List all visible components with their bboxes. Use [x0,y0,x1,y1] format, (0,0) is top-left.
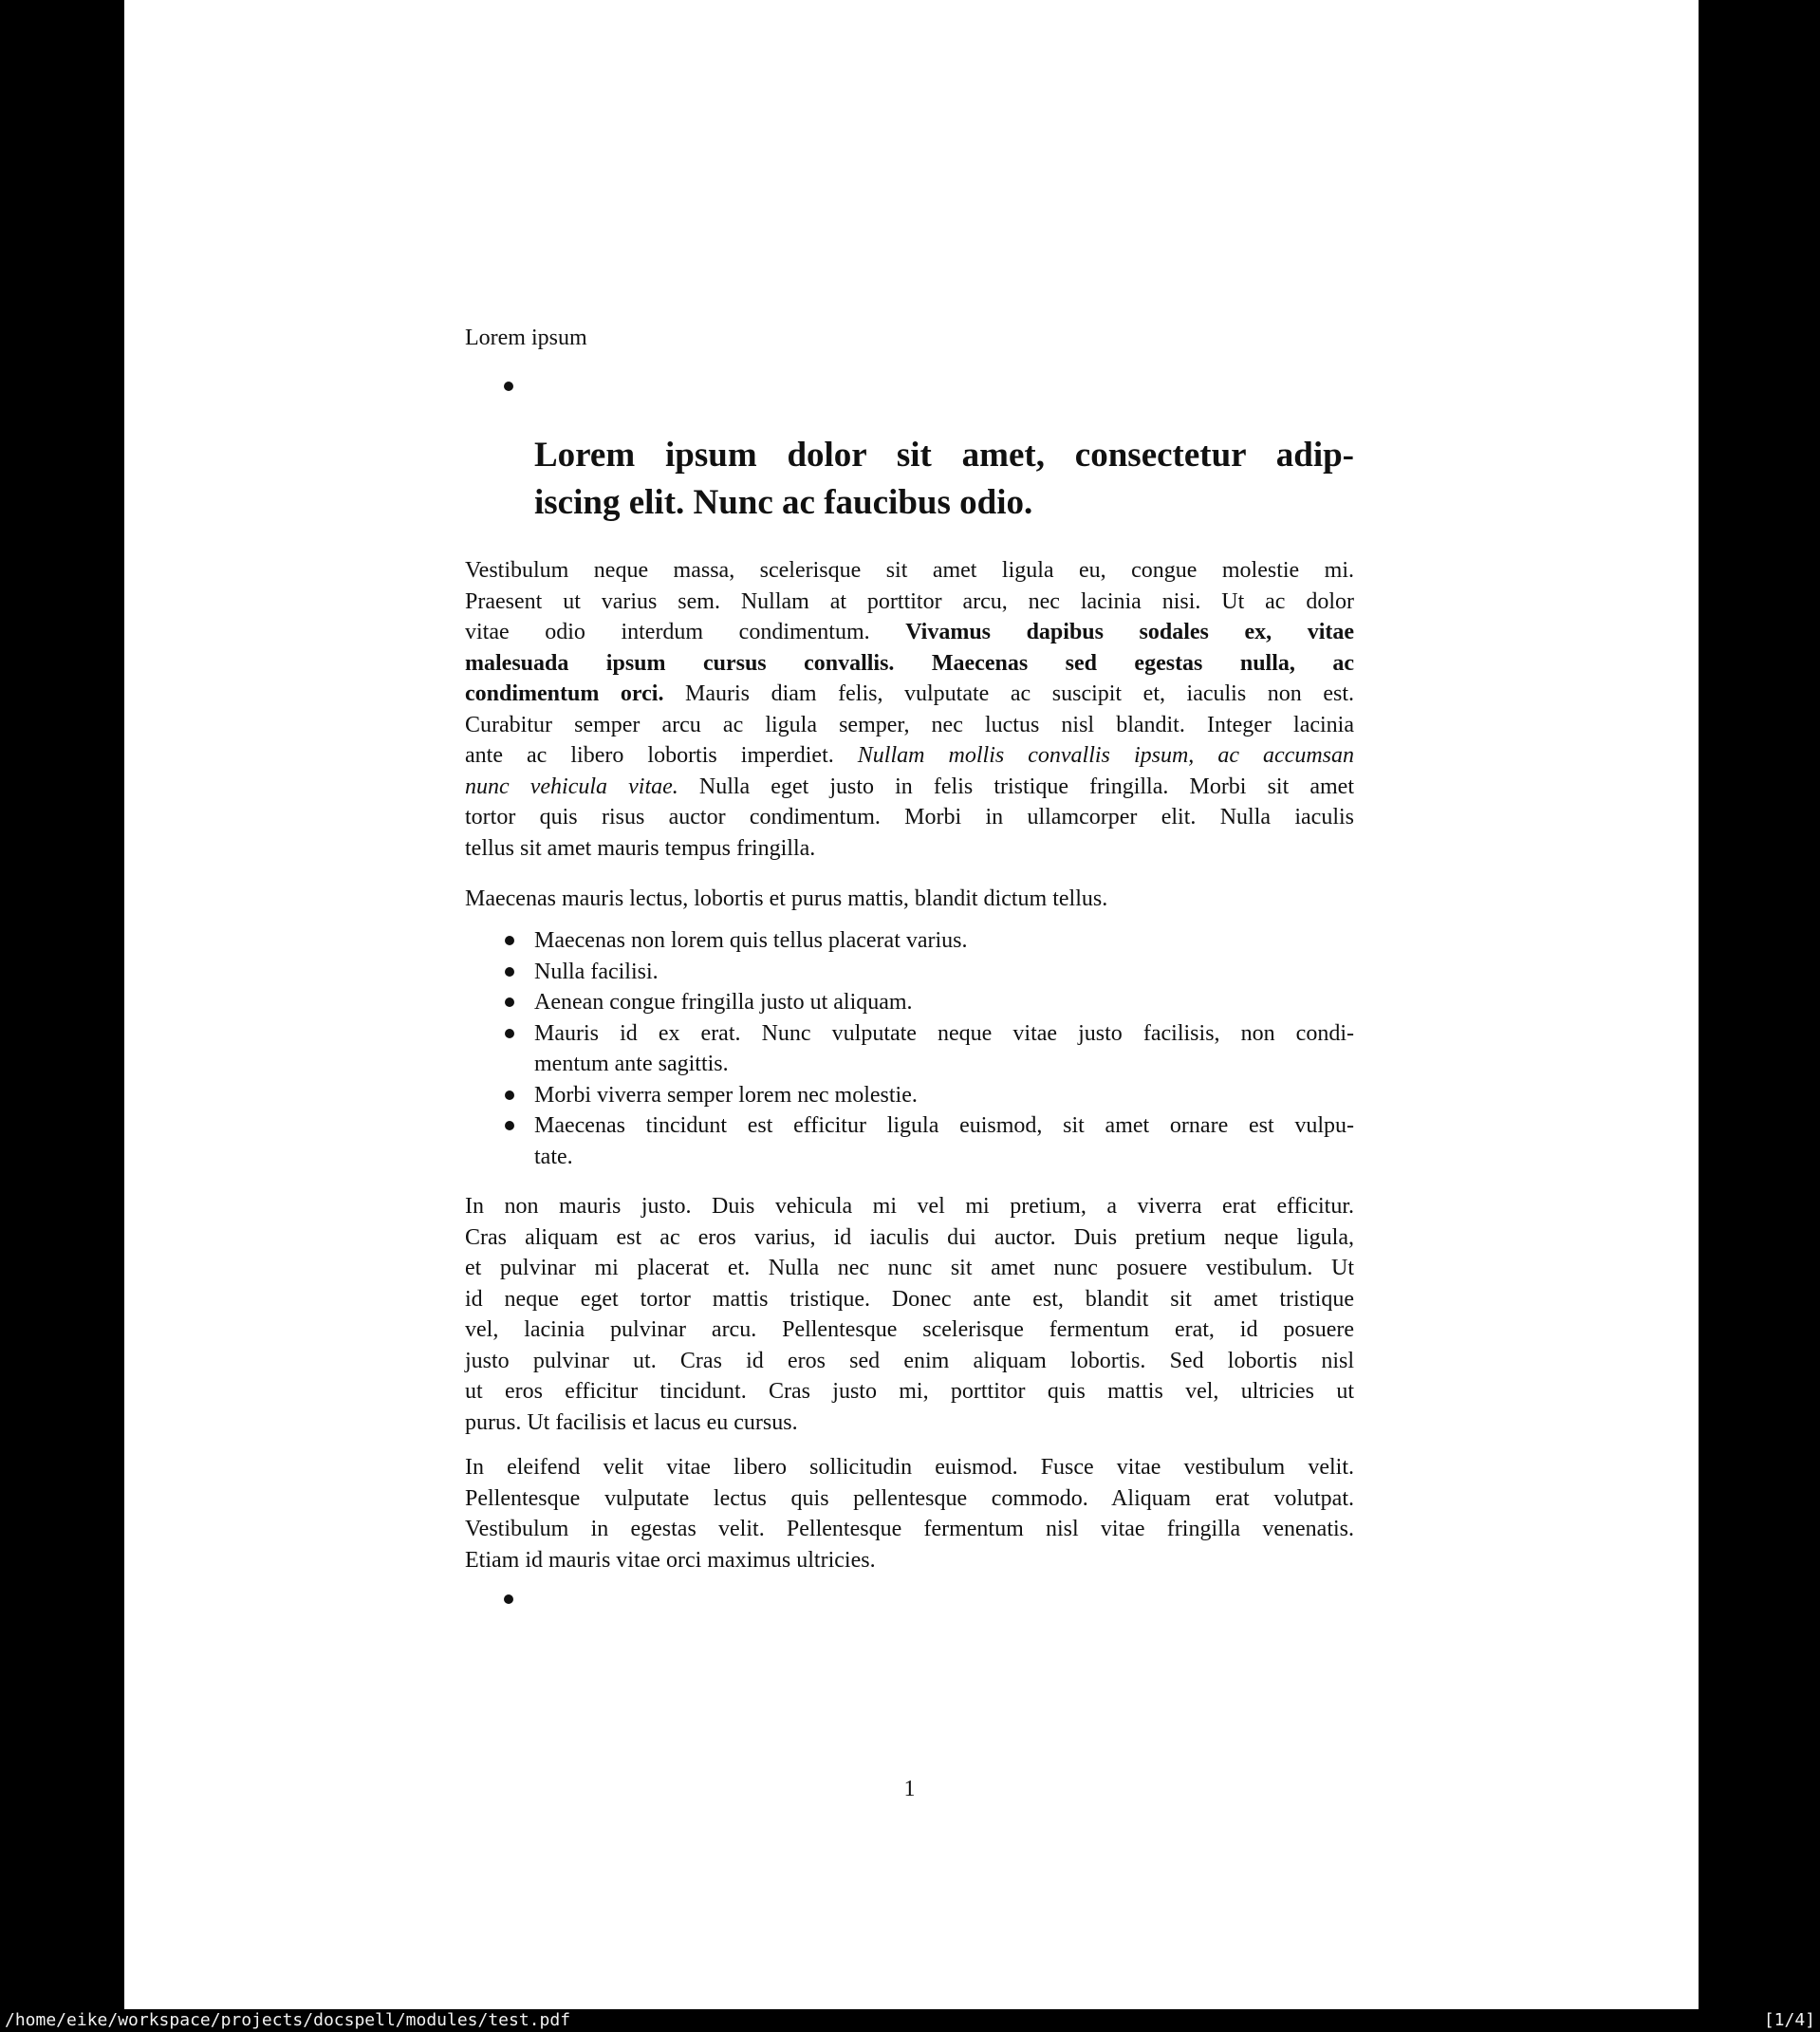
list-item-text: Aenean congue fringilla justo ut aliquam. [534,990,913,1015]
bullet-icon [505,1091,514,1100]
list-item-text: Mauris id ex erat. Nunc vulputate neque vitae justo facilisis, non condi- mentum ante sagittis. [534,1020,1354,1076]
list-item-text: Nulla facilisi. [534,959,659,984]
bullet-list [465,925,1354,1172]
bullet-icon [505,1029,514,1038]
list-item [465,1018,1354,1080]
list-item [465,987,1354,1018]
paragraph: Vestibulum neque massa, scelerisque sit amet ligula eu, congue molestie mi. Praesent ut varius sem. Nullam at porttitor arcu, nec lacinia nisi. Ut ac dolor vitae odio interdum condimentum. Vivamus dapibus sodales ex, vitae malesuada ipsum cursus convallis. Maecenas sed egestas nulla, ac condimentum orci. Mauris diam felis, vulputate ac suscipit et, iaculis non est. Curabitur semper arcu ac ligula semper, nec luctus nisl blandit. Integer lacinia ante ac libero lobortis imperdiet. Nullam mollis convallis ipsum, ac accumsan nunc vehicula vitae. Nulla eget justo in felis tristique fringilla. Morbi sit amet tortor quis risus auctor condimentum. Morbi in ullamcorper elit. Nulla iaculis tellus sit amet mauris tempus fringilla. [465,558,1354,861]
intro-text: Lorem ipsum [465,326,587,350]
list-item-text: Maecenas tincidunt est efficitur ligula euismod, sit amet ornare est vulpu- tate. [534,1113,1354,1169]
paragraph: In non mauris justo. Duis vehicula mi vel mi pretium, a viverra erat efficitur. Cras aliquam est ac eros varius, id iaculis dui auctor. Duis pretium neque ligula, et pulvinar mi placerat et. Nulla nec nunc sit amet nunc posuere vestibulum. Ut id neque eget tortor mattis tristique. Donec ante est, blandit sit amet tristique vel, lacinia pulvinar arcu. Pellentesque scelerisque fermentum erat, id posuere justo pulvinar ut. Cras id eros sed enim aliquam lobortis. Sed lobortis nisl ut eros efficitur tincidunt. Cras justo mi, porttitor quis mattis vel, ultricies ut purus. Ut facilisis et lacus eu cursus. [465,1194,1354,1435]
file-path: /home/eike/workspace/projects/docspell/modules/test.pdf [5,2010,571,2030]
document-page[interactable] [124,0,1699,2009]
list-item [465,925,1354,957]
page-number: 1 [903,1777,916,1801]
bullet-icon [505,936,514,945]
empty-bullet-icon [504,382,513,391]
paragraph: Maecenas mauris lectus, lobortis et purus mattis, blandit dictum tellus. [465,886,1108,911]
paragraph: In eleifend velit vitae libero sollicitudin euismod. Fusce vitae vestibulum velit. Pellentesque vulputate lectus quis pellentesque commodo. Aliquam erat volutpat. Vestibulum in egestas velit. Pellentesque fermentum nisl vitae fringilla venenatis. Etiam id mauris vitae orci maximus ultricies. [465,1455,1354,1573]
statusbar [0,2009,1820,2032]
list-item [465,1080,1354,1111]
bullet-icon [505,1121,514,1130]
list-item-text: Maecenas non lorem quis tellus placerat varius. [534,928,968,953]
list-item-text: Morbi viverra semper lorem nec molestie. [534,1082,918,1108]
bullet-icon [505,967,514,977]
empty-bullet-icon [504,1594,513,1604]
bullet-icon [505,997,514,1007]
list-item [465,1110,1354,1172]
page-indicator: [1/4] [1763,2010,1815,2030]
list-item [465,957,1354,988]
section-heading: Lorem ipsum dolor sit amet, consectetur adip- iscing elit. Nunc ac faucibus odio. [534,436,1354,522]
